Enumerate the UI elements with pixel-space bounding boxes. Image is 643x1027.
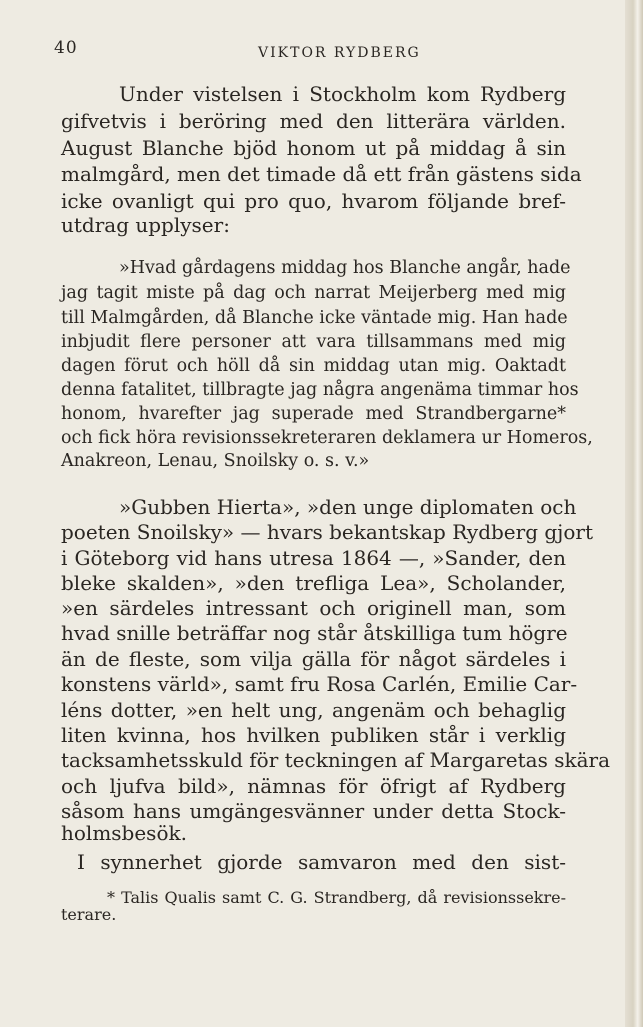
quote-line: »Hvad gårdagens middag hos Blanche angår, hade — [119, 258, 571, 278]
paragraph-line: malmgård, men det timade då ett från gästens sida — [61, 162, 582, 186]
paragraph-line: I synnerhet gjorde samvaron med den sist- — [77, 850, 566, 874]
paragraph-line: gifvetvis i beröring med den litterära världen. — [61, 109, 566, 133]
quote-line: inbjudit flere personer att vara tillsammans med mig — [61, 332, 566, 352]
quote-line: till Malmgården, då Blanche icke väntade mig. Han hade — [61, 308, 568, 328]
footnote-line: * Talis Qualis samt C. G. Strandberg, då revisionssekre- — [107, 888, 566, 907]
paragraph-line: än de fleste, som vilja gälla för något särdeles i — [61, 647, 566, 671]
paragraph-line: poeten Snoilsky» — hvars bekantskap Rydberg gjort — [61, 520, 594, 544]
paragraph-line: tacksamhetsskuld för teckningen af Margaretas skära — [61, 748, 611, 772]
paragraph-line: hvad snille beträffar nog står åtskilliga tum högre — [61, 621, 568, 645]
quote-line: dagen förut och höll då sin middag utan mig. Oaktadt — [61, 356, 566, 376]
paragraph-line: konstens värld», samt fru Rosa Carlén, Emilie Car- — [61, 672, 578, 696]
paragraph-line: August Blanche bjöd honom ut på middag å sin — [61, 136, 566, 160]
paragraph-line: icke ovanligt qui pro quo, hvarom följande bref- — [61, 189, 566, 213]
paragraph-line: i Göteborg vid hans utresa 1864 —, »Sander, den — [61, 546, 566, 570]
footnote-line: terare. — [61, 905, 117, 924]
page-number: 40 — [54, 38, 78, 58]
quote-line: denna fatalitet, tillbragte jag några angenäma timmar hos — [61, 380, 579, 400]
quote-line: och fick höra revisionssekreteraren deklamera ur Homeros, — [61, 428, 593, 448]
paragraph-line: léns dotter, »en helt ung, angenäm och behaglig — [61, 698, 566, 722]
paragraph-line: utdrag upplyser: — [61, 213, 230, 237]
paragraph-line: såsom hans umgängesvänner under detta Stock- — [61, 799, 566, 823]
paragraph-line: liten kvinna, hos hvilken publiken står i verklig — [61, 723, 566, 747]
page-edge — [625, 0, 643, 1027]
quote-line: Anakreon, Lenau, Snoilsky o. s. v.» — [61, 451, 370, 471]
paragraph-line: »en särdeles intressant och originell man, som — [61, 596, 566, 620]
paragraph-line: »Gubben Hierta», »den unge diplomaten och — [119, 495, 577, 519]
paragraph-line: bleke skalden», »den trefliga Lea», Scholander, — [61, 571, 566, 595]
quote-line: honom, hvarefter jag superade med Strandbergarne* — [61, 404, 566, 424]
quote-line: jag tagit miste på dag och narrat Meijerberg med mig — [61, 283, 566, 303]
paragraph-line: Under vistelsen i Stockholm kom Rydberg — [119, 82, 566, 106]
paragraph-line: holmsbesök. — [61, 821, 187, 845]
running-head: VIKTOR RYDBERG — [258, 45, 421, 61]
paragraph-line: och ljufva bild», nämnas för öfrigt af Rydberg — [61, 774, 566, 798]
